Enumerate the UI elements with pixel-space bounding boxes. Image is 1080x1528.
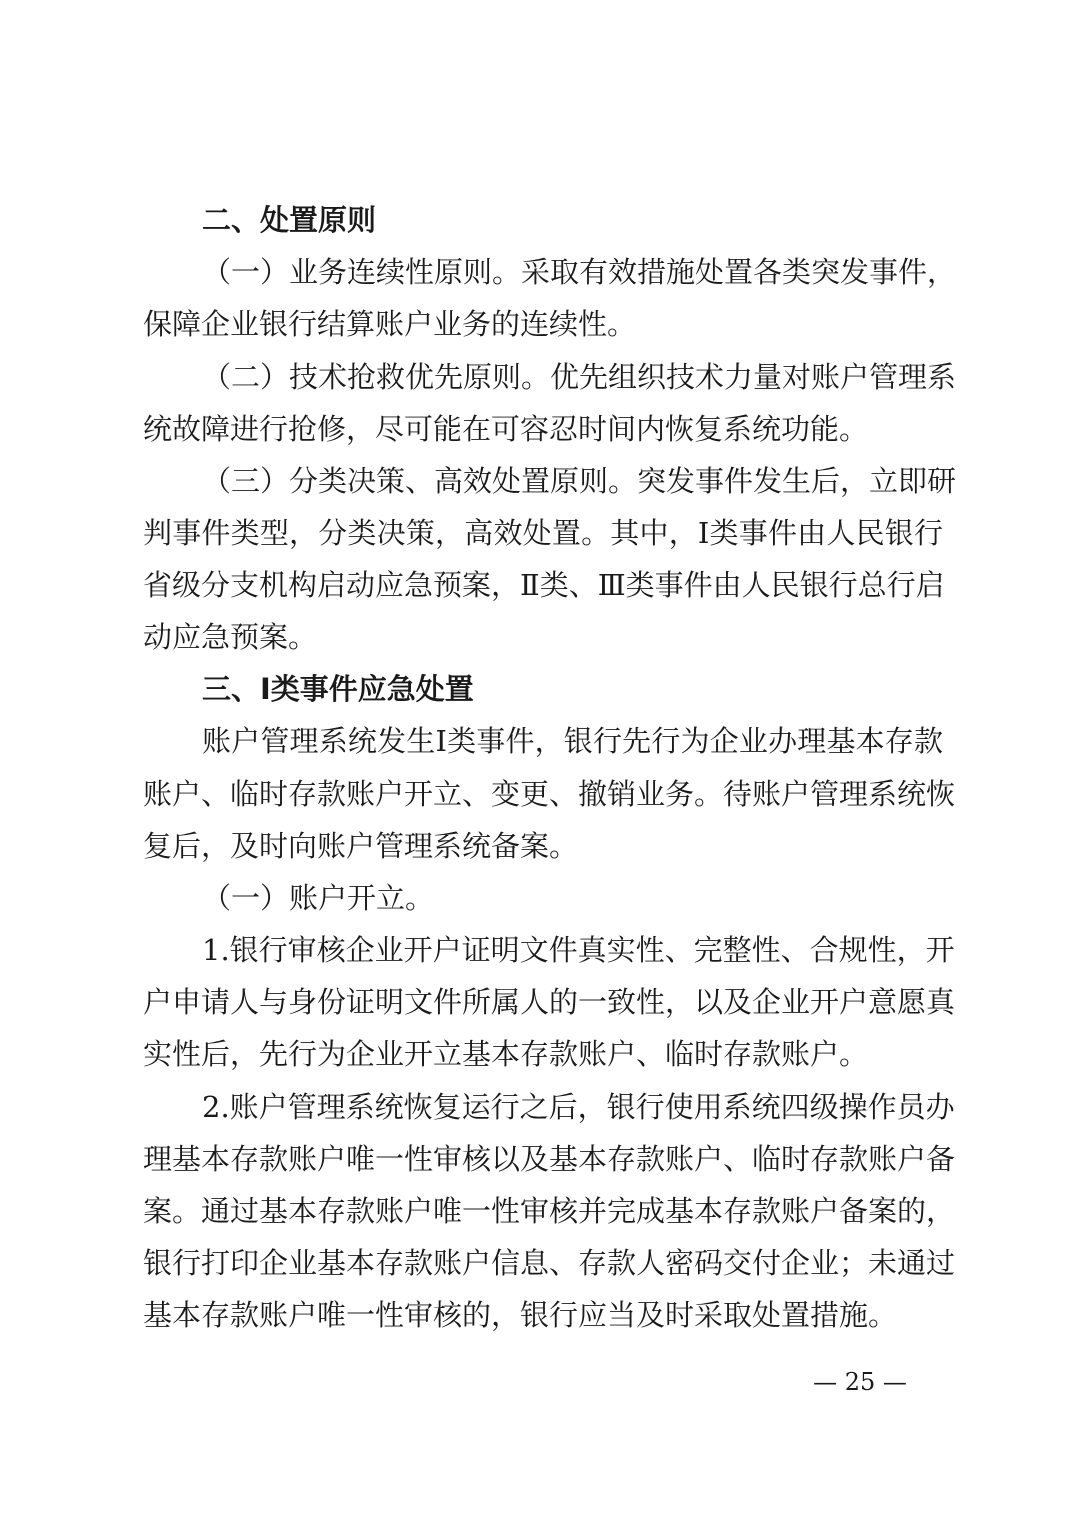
paragraph-2-line-2: 统故障进行抢修，尽可能在可容忍时间内恢复系统功能。	[143, 412, 869, 446]
paragraph-3-line-2: 判事件类型，分类决策，高效处置。其中，Ⅰ类事件由人民银行	[143, 516, 943, 550]
paragraph-6-line-3: 案。通过基本存款账户唯一性审核并完成基本存款账户备案的，	[143, 1194, 956, 1228]
paragraph-3-line-3: 省级分支机构启动应急预案，Ⅱ类、Ⅲ类事件由人民银行总行启	[143, 568, 945, 602]
paragraph-5-line-2: 户申请人与身份证明文件所属人的一致性，以及企业开户意愿真	[143, 985, 956, 1019]
paragraph-4-line-3: 复后，及时向账户管理系统备案。	[143, 829, 579, 863]
page-number: — 25 —	[813, 1368, 907, 1396]
section-heading-3: 三、Ⅰ类事件应急处置	[202, 672, 474, 706]
paragraph-6-line-1: 2.账户管理系统恢复运行之后，银行使用系统四级操作员办	[202, 1090, 955, 1124]
section-heading-2: 二、处置原则	[202, 203, 377, 237]
paragraph-5-line-1: 1.银行审核企业开户证明文件真实性、完整性、合规性，开	[202, 933, 955, 967]
paragraph-3-line-1: （三）分类决策、高效处置原则。突发事件发生后，立即研	[202, 464, 957, 498]
paragraph-6-line-2: 理基本存款账户唯一性审核以及基本存款账户、临时存款账户备	[143, 1142, 956, 1176]
paragraph-6-line-5: 基本存款账户唯一性审核的，银行应当及时采取处置措施。	[143, 1298, 898, 1332]
paragraph-5-line-3: 实性后，先行为企业开立基本存款账户、临时存款账户。	[143, 1037, 869, 1071]
paragraph-4-line-1: 账户管理系统发生Ⅰ类事件，银行先行为企业办理基本存款	[202, 724, 943, 758]
paragraph-6-line-4: 银行打印企业基本存款账户信息、存款人密码交付企业；未通过	[143, 1246, 956, 1280]
paragraph-4-line-2: 账户、临时存款账户开立、变更、撤销业务。待账户管理系统恢	[143, 777, 956, 811]
paragraph-1-line-1: （一）业务连续性原则。采取有效措施处置各类突发事件，	[202, 255, 957, 289]
paragraph-1-line-2: 保障企业银行结算账户业务的连续性。	[143, 307, 637, 341]
subsection-heading-1: （一）账户开立。	[202, 881, 435, 915]
paragraph-2-line-1: （二）技术抢救优先原则。优先组织技术力量对账户管理系	[202, 360, 957, 394]
paragraph-3-line-4: 动应急预案。	[143, 620, 318, 654]
